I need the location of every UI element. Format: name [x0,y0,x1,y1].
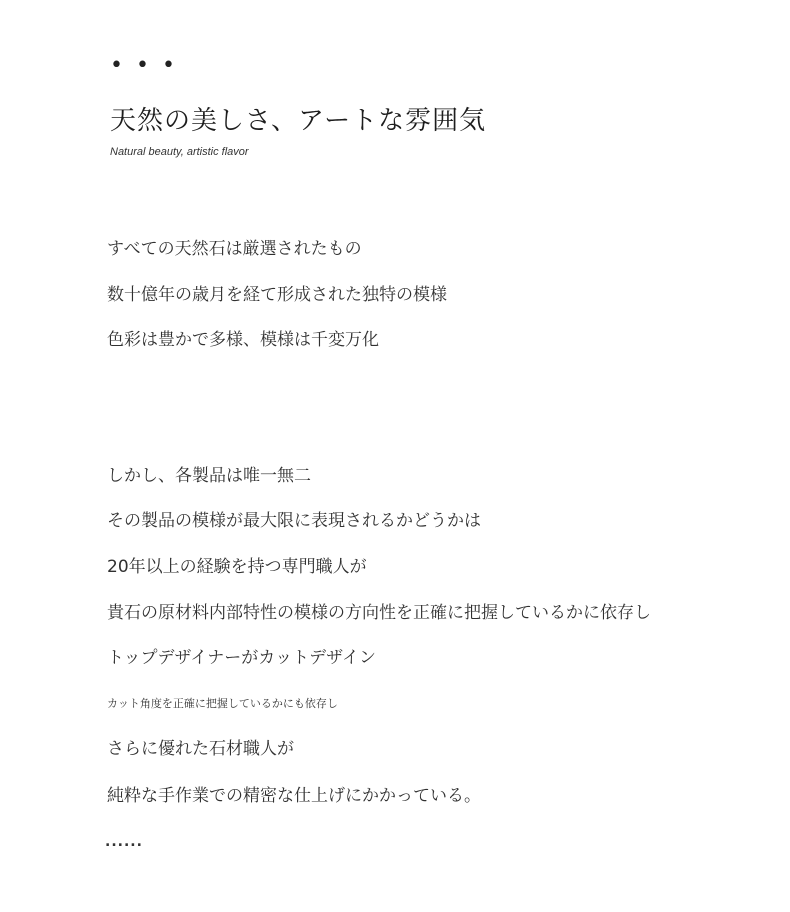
paragraph-line: しかし、各製品は唯一無二 [107,466,311,486]
paragraph-line: トップデザイナーがカットデザイン [107,648,376,668]
paragraph-line: すべての天然石は厳選されたもの [107,239,362,259]
page-title: 天然の美しさ、アートな雰囲気 [110,106,487,136]
top-ellipsis: • • • [110,53,178,78]
paragraph-line-small: カット角度を正確に把握しているかにも依存し [107,697,338,710]
paragraph-line: その製品の模様が最大限に表現されるかどうかは [107,511,481,531]
paragraph-line: 色彩は豊かで多様、模様は千変万化 [107,330,379,350]
paragraph-line: 20年以上の経験を持つ専門職人が [107,557,367,577]
paragraph-line: 貴石の原材料内部特性の模様の方向性を正確に把握しているかに依存し [107,603,651,623]
paragraph-line: 数十億年の歳月を経て形成された独特の模様 [107,285,447,305]
paragraph-line: 純粋な手作業での精密な仕上げにかかっている。 [107,786,481,806]
bottom-ellipsis: ...... [105,834,143,850]
page-subtitle: Natural beauty, artistic flavor [110,146,249,158]
paragraph-line: さらに優れた石材職人が [107,739,294,759]
